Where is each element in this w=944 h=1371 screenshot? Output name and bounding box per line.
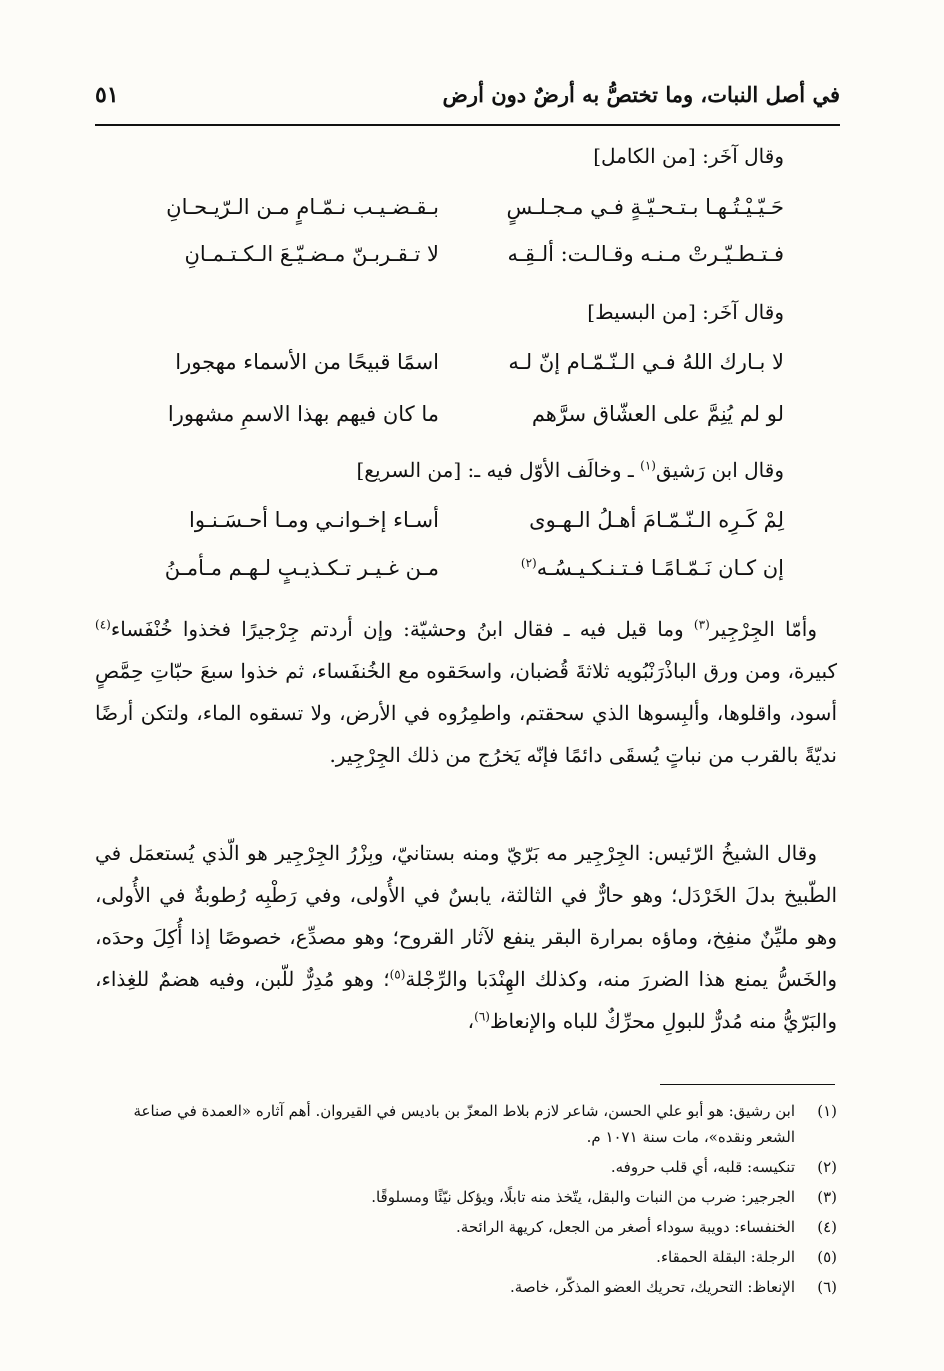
page-header bbox=[95, 82, 840, 122]
verse-second-hemistich: مـن غـيـر تـكـذيـبٍ لـهـم مـأمـنُ bbox=[164, 556, 439, 580]
intro-text: ـ وخالَف الأوّل فيه ـ: [من السريع] bbox=[356, 458, 641, 482]
verse-second-hemistich: ما كان فيهم بهذا الاسمِ مشهورا bbox=[167, 402, 439, 426]
footnote-text: الرجلة: البقلة الحمقاء. bbox=[656, 1248, 795, 1266]
footnote-text: الخنفساء: دويبة سوداء أصغر من الجعل، كريهة الرائحة. bbox=[456, 1218, 795, 1236]
verse-second-hemistich: أسـاء إخـوانـي ومـا أحـسَـنـوا bbox=[188, 508, 439, 532]
verse-first-hemistich: لِمْ كَـرِه الـنّـمّـامَ أهـلُ الـهـوى bbox=[529, 508, 784, 532]
running-title: في أصل النبات، وما تختصُّ به أرضٌ دون أرض bbox=[442, 82, 840, 107]
paragraph-text: كبيرة، ومن ورق الباذْرَنْبُويه ثلاثةَ قُضبان، واسحَقوه مع الخُنفَساء، ثم خذوا سبعَ حبّاتِ حِمَّصٍ أسود، واقلوها، وألبِسوها الذي سحقتم، واطمِرُوه في الأرض، ولا تسقوه الماء، ولتكن أرضًا نديّةً بالقرب من نباتٍ يُسقَى دائمًا فإنّه يَخرُج من ذلك الجِرْجِير. bbox=[95, 659, 837, 767]
poem-intro bbox=[357, 458, 785, 482]
footnote-ref: (٥) bbox=[389, 967, 406, 982]
verse-second-hemistich: بـقـضـيـب نـمّـامٍ مـن الـرّيـحـانِ bbox=[166, 195, 439, 219]
verse-first-hemistich: لا بـارك اللهُ فـي الـنّـمّـام إنّ لـه bbox=[508, 350, 784, 374]
paragraph-text: وأمّا الجِرْجِير bbox=[709, 617, 817, 641]
verse-second-hemistich: اسمًا قبيحًا من الأسماء مهجورا bbox=[175, 350, 439, 374]
poem-intro: وقال آخَر: [من الكامل] bbox=[593, 144, 784, 168]
footnote-number: (٥) bbox=[817, 1248, 837, 1266]
verse-first-hemistich: فـتـطـيّـرتْ مـنـه وقـالـت: ألـقِـه bbox=[507, 242, 784, 266]
footnote bbox=[95, 1244, 837, 1270]
body-paragraph bbox=[95, 832, 837, 1042]
footnote-number: (٢) bbox=[817, 1158, 837, 1176]
paragraph-text: وقال الشيخُ الرّئيس: الجِرْجِير مه بَرّيّ ومنه بستانيّ، وبِزْرُ الجِرْجِير هو الّذي يُستعمَل في الطّبيخ بدلَ الخَرْدَل؛ وهو حارٌّ في الثالثة، يابسٌ في الأُولى، وفي رَطْبِه رُطوبةٌ في الأُولى، وهو مليِّنٌ منفِخ، وماؤه بمرارة البقر ينفع لآثار القروح؛ وهو مصدِّع، خصوصًا إذا أُكِلَ وحدَه، والخَسُّ يمنع هذا الضررَ منه، وكذلك الهِنْدَبا والرِّجْلة bbox=[95, 841, 837, 991]
footnote-number: (٤) bbox=[817, 1218, 837, 1236]
footnote-number: (٣) bbox=[817, 1188, 837, 1206]
footnote-text: تنكيسه: قلبه، أي قلب حروفه. bbox=[610, 1158, 795, 1176]
footnote-number: (٦) bbox=[817, 1278, 837, 1296]
footnote-ref: (٣) bbox=[693, 617, 710, 632]
footnote-text: ابن رشيق: هو أبو علي الحسن، شاعر لازم بلاط المعزّ بن باديس في القيروان. أهم آثاره «العمدة في صناعة الشعر ونقده»، مات سنة ١٠٧١ م. bbox=[133, 1102, 795, 1146]
footnotes bbox=[95, 1098, 837, 1304]
verse-first-hemistich bbox=[521, 556, 784, 580]
footnote-text: الإنعاظ: التحريك، تحريك العضو المذكّر، خاصة. bbox=[510, 1278, 795, 1296]
footnote bbox=[95, 1098, 837, 1150]
body-paragraph bbox=[95, 608, 837, 776]
paragraph-text: وما قيل فيه ـ فقال ابنُ وحشيّة: وإن أردتم جِرْجيرًا فخذوا خُنْفَساء bbox=[110, 617, 694, 641]
footnote bbox=[95, 1184, 837, 1210]
paragraph-text: ، bbox=[467, 1009, 475, 1033]
footnote-ref: (٤) bbox=[95, 617, 111, 632]
verse-second-hemistich: لا تـقـربـنّ مـضـيّـعَ الـكـتـمـانِ bbox=[184, 242, 439, 266]
hemistich-text: إن كـان نَـمّـامًـا فـتـنـكـيـسُـه bbox=[536, 556, 784, 580]
footnote bbox=[95, 1154, 837, 1180]
verse-first-hemistich: لو لم يُنِمَّ على العشّاق سرَّهم bbox=[531, 402, 784, 426]
verse-first-hemistich: حَـيّـيْـتُـهـا بـتـحـيّـةٍ فـي مـجـلـسٍ bbox=[506, 195, 784, 219]
footnote-ref: (٦) bbox=[474, 1009, 490, 1024]
footnote-ref: (٢) bbox=[520, 556, 537, 570]
footnote-text: الجرجير: ضرب من النبات والبقل، يتّخذ منه تابلًا، ويؤكل نيّئًا ومسلوقًا. bbox=[371, 1188, 795, 1206]
paragraph-text: ؛ وهو مُدِرٌّ للّبن، وفيه هضمٌ للغِذاء، والبَرّيُّ منه مُدرٌّ للبولِ محرِّكٌ للباه والإنعاظ bbox=[95, 967, 837, 1033]
footnote-number: (١) bbox=[817, 1102, 837, 1120]
intro-text: وقال ابن رَشيق bbox=[655, 458, 784, 482]
footnote bbox=[95, 1274, 837, 1300]
header-rule bbox=[95, 124, 840, 126]
page-number: ٥١ bbox=[95, 82, 119, 108]
poem-intro: وقال آخَر: [من البسيط] bbox=[587, 300, 784, 324]
footnote bbox=[95, 1214, 837, 1240]
footnote-rule bbox=[660, 1084, 835, 1085]
footnote-ref: (١) bbox=[640, 458, 656, 473]
